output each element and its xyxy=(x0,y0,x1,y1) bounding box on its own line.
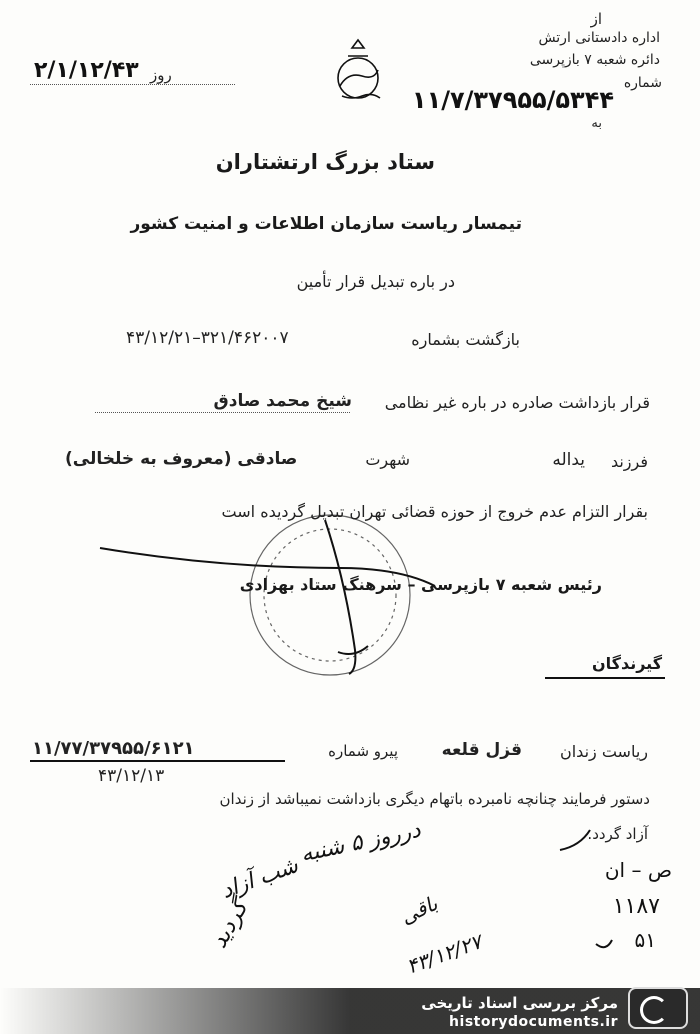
office-line1: اداره دادستانی ارتش xyxy=(538,30,660,46)
branding-site: historydocuments.ir xyxy=(449,1014,618,1030)
handwritten-note2: شب آزاد xyxy=(218,853,302,904)
date-dotline xyxy=(30,84,235,85)
signature-scribble xyxy=(100,520,435,674)
surname-value: صادقی (معروف به خلخالی) xyxy=(65,449,298,469)
decision-dotline xyxy=(95,412,350,413)
prison-label: ریاست زندان xyxy=(559,742,648,761)
order-line: دستور فرمایند چنانچه نامبرده باتهام دیگری بازداشت نمیباشد از زندان xyxy=(219,790,650,808)
number-label: شماره xyxy=(623,75,662,91)
recipient-org: ستاد بزرگ ارتشتاران xyxy=(215,150,435,174)
lion-sun-emblem xyxy=(338,40,380,98)
branding-bar xyxy=(0,988,700,1034)
handwritten-note1: درروز ۵ شنبه xyxy=(298,817,423,868)
father-name: یداله xyxy=(552,450,585,470)
handwritten-note4: گردید xyxy=(206,896,254,953)
decision-name: شیخ محمد صادق xyxy=(213,391,352,411)
follow-underline xyxy=(30,760,285,762)
reference-label: بازگشت بشماره xyxy=(411,330,520,349)
decision-prefix: قرار بازداشت صادره در باره غیر نظامی xyxy=(384,393,650,412)
subject-line: در باره تبدیل قرار تأمین xyxy=(296,272,455,291)
follow-value: ۱۱/۷۷/۳۷۹۵۵/۶۱۲۱ xyxy=(32,738,195,759)
branding-name: مرکز بررسی اسناد تاریخی xyxy=(421,994,618,1012)
recipients-heading: گیرندگان xyxy=(591,654,662,673)
recipient-title: تیمسار ریاست سازمان اطلاعات و امنیت کشور xyxy=(130,214,522,234)
handwritten-date: ۴۳/۱۲/۲۷ xyxy=(403,929,485,979)
handwritten-code2: ۱۱۸۷ xyxy=(612,894,660,919)
follow-date: ۴۳/۱۲/۱۳ xyxy=(98,766,165,786)
date-label: روز xyxy=(150,66,172,84)
handwritten-note3: باقی xyxy=(396,891,442,929)
prison-name: قزل قلعه xyxy=(441,740,522,760)
from-label: از xyxy=(590,10,602,28)
conversion-text: بقرار التزام عدم خروج از حوزه قضائی تهران تبدیل گردیده است xyxy=(221,502,648,521)
office-line2: دائره شعبه ۷ بازپرسی xyxy=(529,52,660,68)
letter-number: ۱۱/۷/۳۷۹۵۵/۵۳۴۴ xyxy=(411,86,614,114)
branding-logo-icon xyxy=(628,987,688,1029)
handwritten-code3: ۵۱ xyxy=(634,928,656,952)
to-label: به xyxy=(591,116,602,131)
son-label: فرزند xyxy=(610,452,648,471)
handwritten-flourish xyxy=(560,830,612,947)
handwritten-code1: ص – ان xyxy=(604,858,672,882)
signature-line: رئیس شعبه ۷ بازپرسی – سرهنگ ستاد بهزادی xyxy=(239,575,602,594)
surname-label: شهرت xyxy=(365,450,410,469)
follow-label: پیرو شماره xyxy=(328,742,398,760)
reference-value: ۴۳/۱۲/۲۱–۳۲۱/۴۶۲۰۰۷ xyxy=(126,328,289,348)
date-value: ۲/۱/۱۲/۴۳ xyxy=(34,58,139,83)
release-text: آزاد گردد. xyxy=(587,825,648,843)
